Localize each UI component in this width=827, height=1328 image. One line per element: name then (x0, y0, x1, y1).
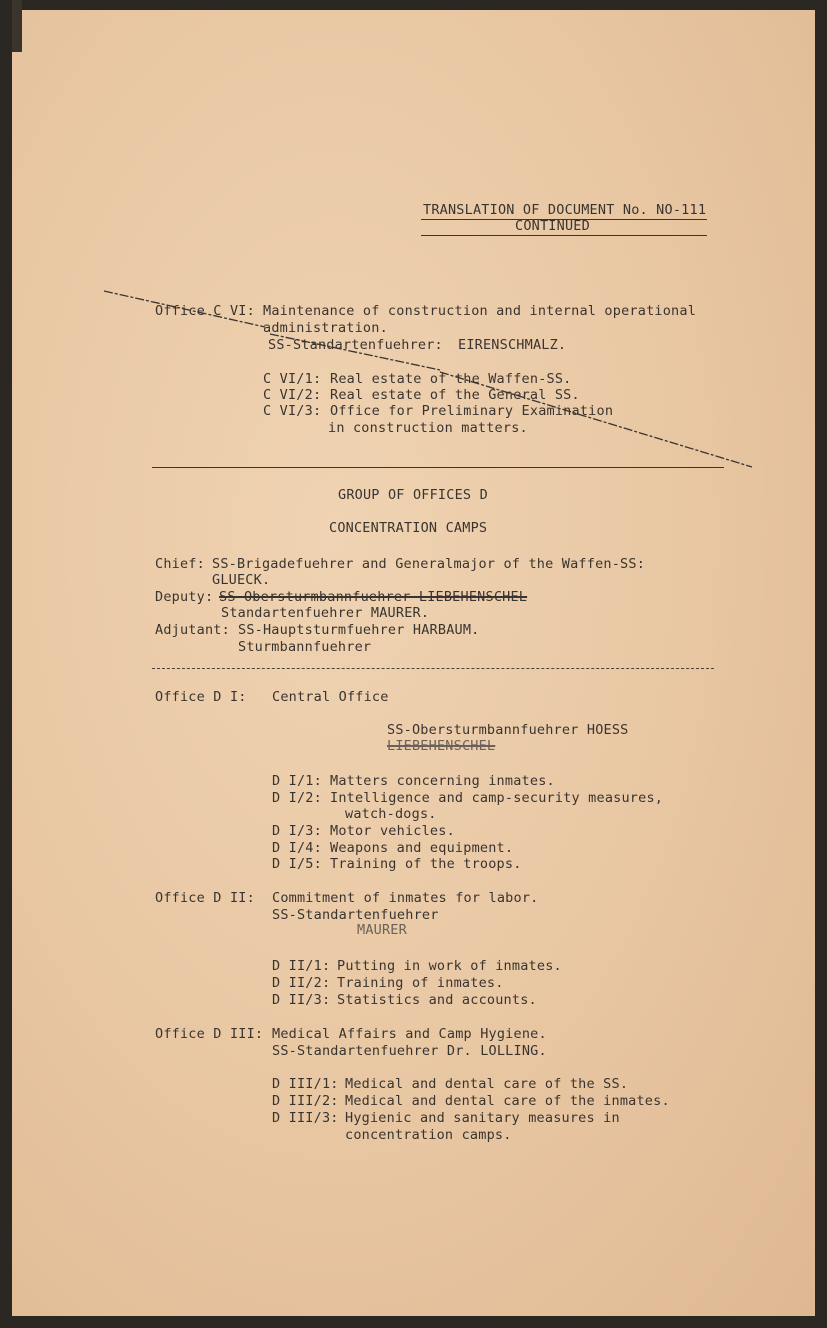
office-d3-heading: Office D III: (155, 1026, 264, 1042)
office-d1-sub4-code: D I/4: (272, 840, 322, 856)
chief-label: Chief: (155, 556, 205, 572)
office-d1-sub5-code: D I/5: (272, 856, 322, 872)
office-d3-sub2-text: Medical and dental care of the inmates. (345, 1093, 670, 1109)
office-d1-heading: Office D I: (155, 689, 247, 705)
office-d1-sub1-text: Matters concerning inmates. (330, 773, 555, 789)
office-d1-sub2-text: Intelligence and camp-security measures, (330, 790, 664, 806)
office-d2-sub3-text: Statistics and accounts. (337, 992, 537, 1008)
group-d-subtitle: CONCENTRATION CAMPS (329, 520, 488, 536)
adjutant-label: Adjutant: (155, 622, 230, 638)
office-d1-chief: SS-Obersturmbannfuehrer HOESS (387, 722, 629, 738)
section-divider-1 (152, 467, 724, 468)
office-d3-name: Medical Affairs and Camp Hygiene. (272, 1026, 547, 1042)
continued-label: CONTINUED (515, 218, 590, 234)
office-d2-name: Commitment of inmates for labor. (272, 890, 539, 906)
office-d3-sub3-code: D III/3: (272, 1110, 339, 1126)
office-c6-sub2-code: C VI/2: (263, 387, 322, 403)
office-d2-sub2-text: Training of inmates. (337, 975, 504, 991)
office-c6-sub3-code: C VI/3: (263, 403, 322, 419)
office-d2-heading: Office D II: (155, 890, 255, 906)
adjutant-text-line2: Sturmbannfuehrer (238, 639, 372, 655)
office-d2-sub1-text: Putting in work of inmates. (337, 958, 562, 974)
deputy-label: Deputy: (155, 589, 214, 605)
office-c6-sub1-code: C VI/1: (263, 371, 322, 387)
office-d1-name: Central Office (272, 689, 389, 705)
office-d3-sub1-code: D III/1: (272, 1076, 339, 1092)
chief-name: GLUECK. (212, 572, 271, 588)
deputy-text: Standartenfuehrer MAURER. (221, 605, 430, 621)
document-title: TRANSLATION OF DOCUMENT No. NO-111 (423, 202, 707, 218)
office-d1-sub1-code: D I/1: (272, 773, 322, 789)
group-d-title: GROUP OF OFFICES D (338, 487, 488, 503)
office-d3-sub2-code: D III/2: (272, 1093, 339, 1109)
office-d1-sub2-code: D I/2: (272, 790, 322, 806)
continued-underline (421, 235, 707, 236)
office-d2-sub1-code: D II/1: (272, 958, 331, 974)
office-d1-sub3-text: Motor vehicles. (330, 823, 455, 839)
office-d2-sub3-code: D II/3: (272, 992, 331, 1008)
office-d1-sub3-code: D I/3: (272, 823, 322, 839)
office-d3-sub3-text: Hygienic and sanitary measures in (345, 1110, 620, 1126)
office-c6-sub3-continuation: in construction matters. (328, 420, 528, 436)
office-c6-chief-rank: SS-Standartenfuehrer: (268, 337, 443, 353)
office-c6-desc-line2: administration. (263, 320, 388, 336)
office-d1-chief-struck: LIEBEHENSCHEL (387, 738, 496, 754)
adjutant-text: SS-Hauptsturmfuehrer HARBAUM. (238, 622, 480, 638)
office-d1-sub2-continuation: watch-dogs. (345, 806, 437, 822)
deputy-struck-text: SS-Obersturmbannfuehrer LIEBEHENSCHEL (219, 589, 528, 605)
office-c6-heading: Office C VI: (155, 303, 255, 319)
office-c6-chief-name: EIRENSCHMALZ. (458, 337, 567, 353)
office-d1-sub4-text: Weapons and equipment. (330, 840, 514, 856)
office-c6-sub2-text: Real estate of the General SS. (330, 387, 580, 403)
office-d2-chief-rank: SS-Standartenfuehrer (272, 907, 439, 923)
office-c6-desc-line1: Maintenance of construction and internal operational (263, 303, 697, 319)
office-d2-sub2-code: D II/2: (272, 975, 331, 991)
office-c6-sub3-text: Office for Preliminary Examination (330, 403, 614, 419)
office-c6-sub1-text: Real estate of the Waffen-SS. (330, 371, 572, 387)
office-d3-sub3-continuation: concentration camps. (345, 1127, 512, 1143)
office-d1-sub5-text: Training of the troops. (330, 856, 522, 872)
office-d3-chief: SS-Standartenfuehrer Dr. LOLLING. (272, 1043, 547, 1059)
office-d2-chief-name: MAURER (357, 922, 407, 938)
chief-text: SS-Brigadefuehrer and Generalmajor of the Waffen-SS: (212, 556, 646, 572)
section-divider-2 (152, 668, 714, 669)
office-d3-sub1-text: Medical and dental care of the SS. (345, 1076, 629, 1092)
page-edge-mark (12, 0, 22, 52)
